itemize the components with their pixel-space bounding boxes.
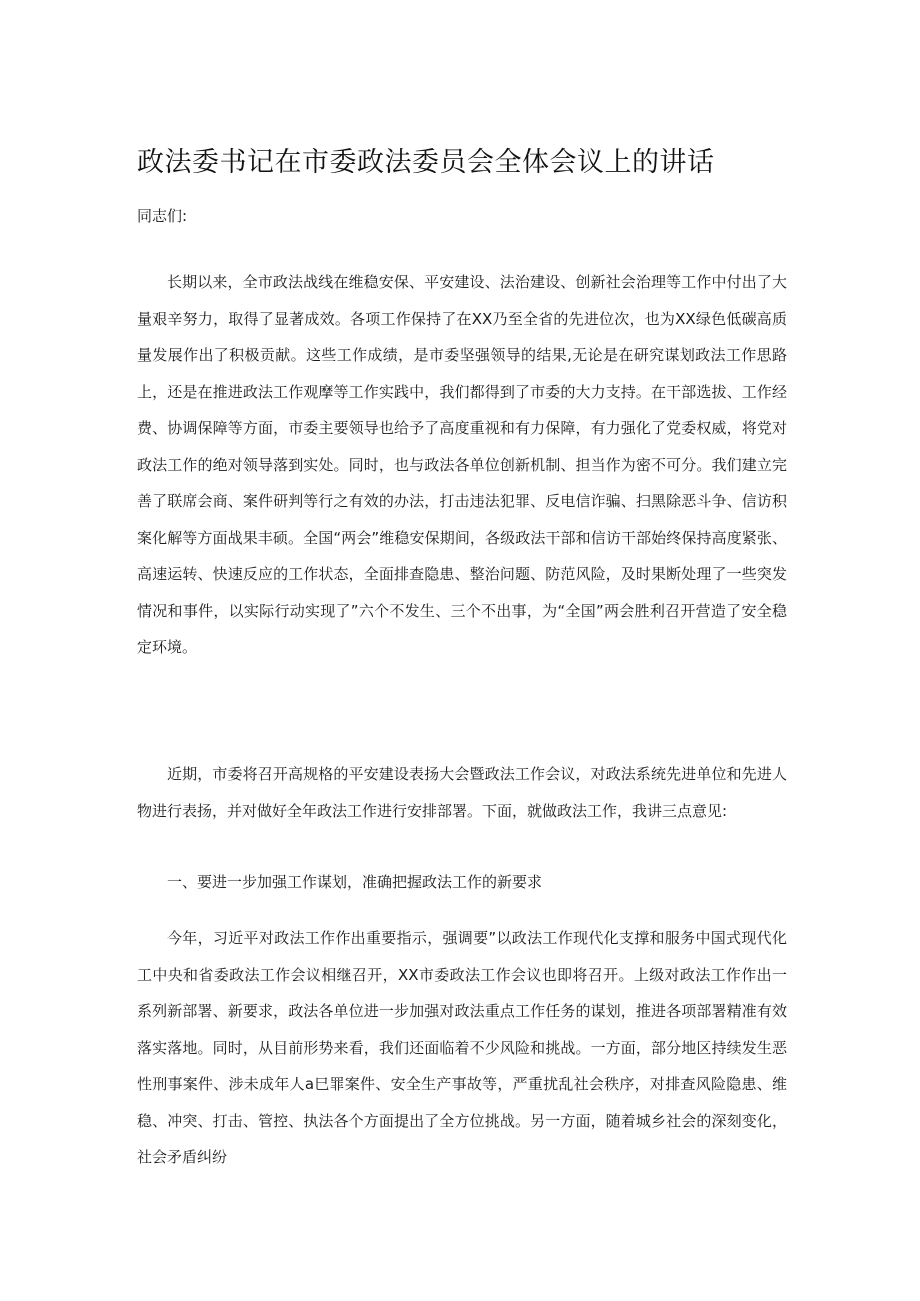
paragraph-upcoming-meeting: 近期，市委将召开高规格的平安建设表扬大会暨政法工作会议，对政法系统先进单位和先进人物进行表扬，并对做好全年政法工作进行安排部署。下面，就做政法工作，我讲三点意见: — [137, 765, 787, 820]
salutation: 同志们: — [137, 207, 188, 225]
section-heading-1: 一、要进一步加强工作谋划，准确把握政法工作的新要求 — [167, 873, 543, 891]
paragraph-new-requirements: 今年，习近平对政法工作作出重要指示，强调要”以政法工作现代化支撑和服务中国式现代化工中央和省委政法工作会议相继召开，XX市委政法工作会议也即将召开。上级对政法工作作出一系列新部署、新要求，政法各单位进一步加强对政法重点工作任务的谋划，推进各项部署精准有效落实落地。同时，从目前形势来看，我们还面临着不少风险和挑战。一方面，部分地区持续发生恶性刑事案件、涉未成年人a巳罪案件、安全生产事故等，严重扰乱社会秩序，对排查风险隐患、维稳、冲突、打击、管控、执法各个方面提出了全方位挑战。另一方面，随着城乡社会的深刻变化，社会矛盾纠纷 — [137, 929, 787, 1166]
paragraph-achievements: 长期以来，全市政法战线在维稳安保、平安建设、法治建设、创新社会治理等工作中付出了大量艰辛努力，取得了显著成效。各项工作保持了在XX乃至全省的先进位次，也为XX绿色低碳高质量发展作出了积极贡献。这些工作成绩，是市委坚强领导的结果,无论是在研究谋划政法工作思路上，还是在推进政法工作观摩等工作实践中，我们都得到了市委的大力支持。在干部选拔、工作经费、协调保障等方面，市委主要领导也给予了高度重视和有力保障，有力强化了党委权威，将党对政法工作的绝对领导落到实处。同时，也与政法各单位创新机制、担当作为密不可分。我们建立完善了联席会商、案件研判等行之有效的办法，打击违法犯罪、反电信诈骗、扫黑除恶斗争、信访积案化解等方面战果丰硕。全国“两会”维稳安保期间，各级政法干部和信访干部始终保持高度紧张、高速运转、快速反应的工作状态，全面排查隐患、整治问题、防范风险，及时果断处理了一些突发情况和事件，以实际行动实现了”六个不发生、三个不出事，为“全国”两会胜利召开营造了安全稳定环境。 — [137, 273, 787, 656]
document-title: 政法委书记在市委政法委员会全体会议上的讲话 — [137, 147, 715, 178]
